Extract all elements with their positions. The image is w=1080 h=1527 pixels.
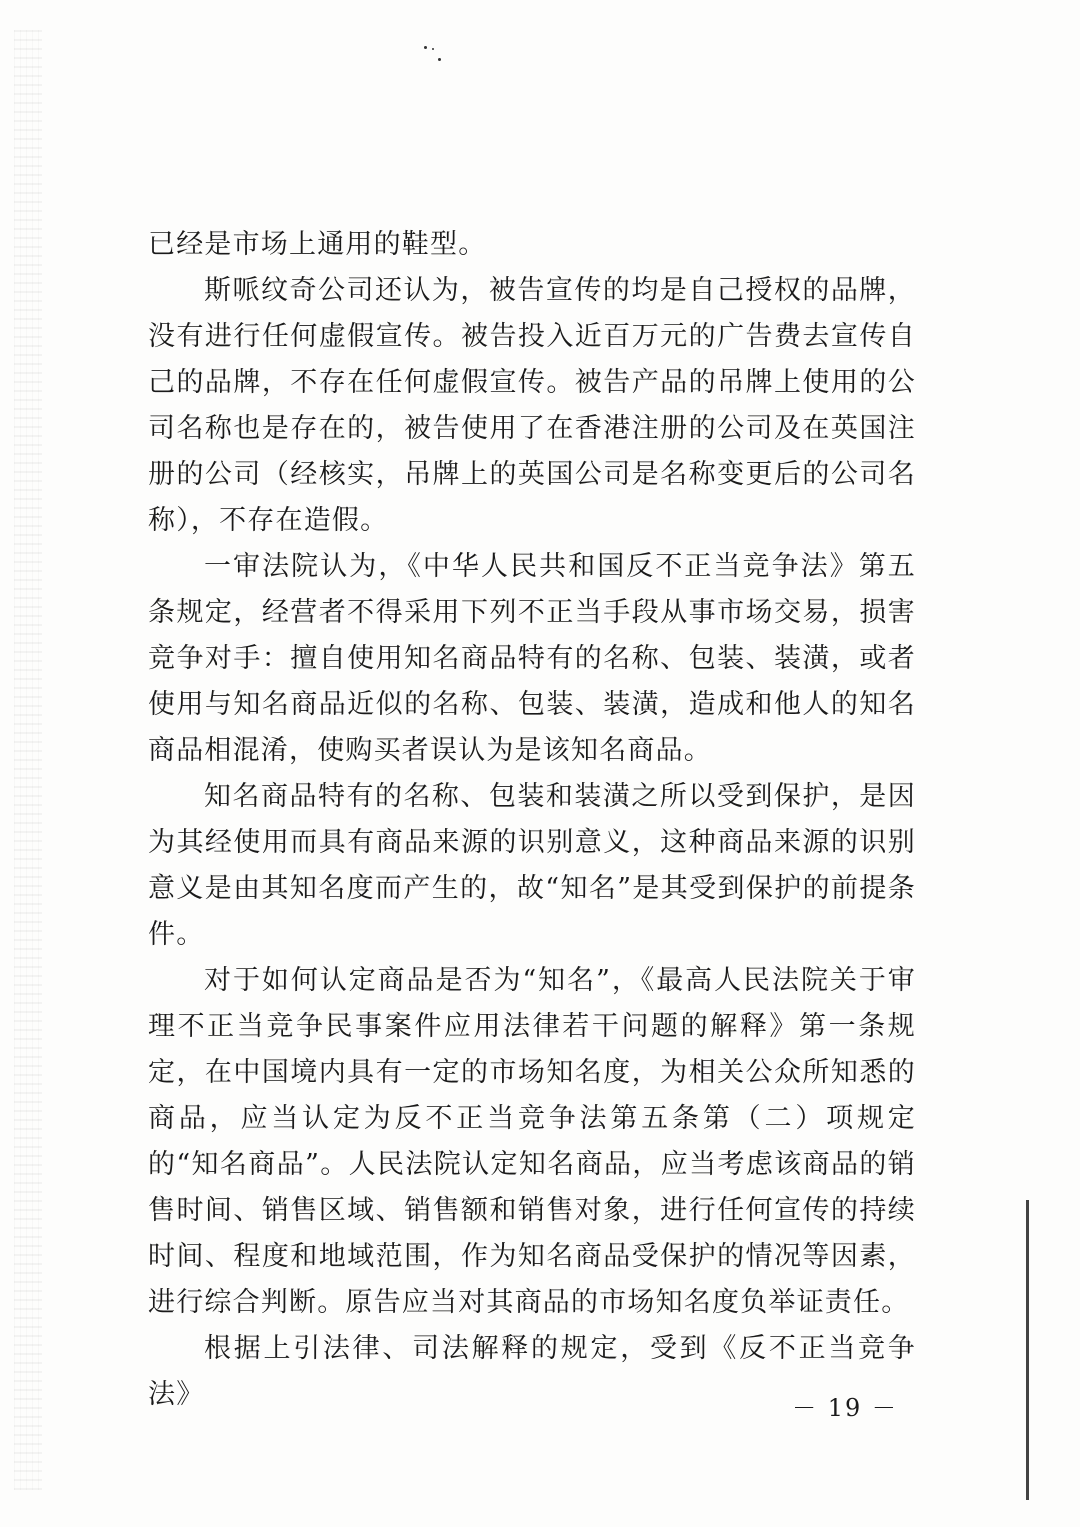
paragraph: 根据上引法律、司法解释的规定，受到《反不正当竞争法》 [148,1333,916,1410]
scan-edge-line [1026,1200,1029,1500]
paragraph: 对于如何认定商品是否为“知名”，《最高人民法院关于审理不正当竞争民事案件应用法律若干问题的解释》第一条规定，在中国境内具有一定的市场知名度，为相关公众所知悉的商品，应当认定为反不正当竞争法第五条第（二）项规定的“知名商品”。人民法院认定知名商品，应当考虑该商品的销售时间、销售区域、销售额和销售对象，进行任何宣传的持续时间、程度和地域范围，作为知名商品受保护的情况等因素，进行综合判断。原告应当对其商品的市场知名度负举证责任。 [148,965,916,1318]
scan-noise-left [14,30,42,1490]
paragraph: 一审法院认为，《中华人民共和国反不正当竞争法》第五条规定，经营者不得采用下列不正当手段从事市场交易，损害竞争对手：擅自使用知名商品特有的名称、包装、装潢，或者使用与知名商品近似的名称、包装、装潢，造成和他人的知名商品相混淆，使购买者误认为是该知名商品。 [148,551,916,766]
paragraph: 知名商品特有的名称、包装和装潢之所以受到保护，是因为其经使用而具有商品来源的识别意义，这种商品来源的识别意义是由其知名度而产生的，故“知名”是其受到保护的前提条件。 [148,781,916,950]
page-number: － 19 － [792,1394,898,1422]
paragraph: 斯哌纹奇公司还认为，被告宣传的均是自己授权的品牌，没有进行任何虚假宣传。被告投入近百万元的广告费去宣传自己的品牌，不存在任何虚假宣传。被告产品的吊牌上使用的公司名称也是存在的，被告使用了在香港注册的公司及在英国注册的公司（经核实，吊牌上的英国公司是名称变更后的公司名称），不存在造假。 [148,275,916,536]
scan-speck [424,44,444,64]
document-body [148,222,916,1418]
paragraph: 已经是市场上通用的鞋型。 [148,229,487,260]
